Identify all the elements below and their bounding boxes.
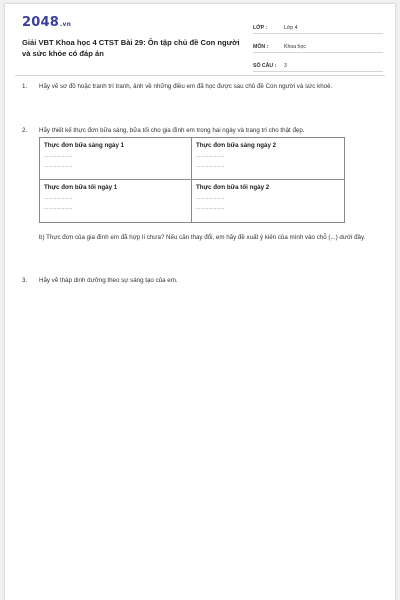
question-text: Hãy thiết kế thực đơn bữa sáng, bữa tối cho gia đình em trong hai ngày và trang trí cho thật đẹp. bbox=[39, 127, 305, 134]
menu-cell-breakfast-day-2 bbox=[192, 138, 344, 180]
answer-line: .................. bbox=[44, 195, 73, 201]
menu-cell-title: Thực đơn bữa tối ngày 1 bbox=[44, 184, 118, 191]
meta-value: 3 bbox=[284, 63, 287, 69]
question-number: 1. bbox=[22, 83, 28, 90]
document-header bbox=[5, 4, 395, 76]
answer-line: .................. bbox=[44, 153, 73, 159]
question-2 bbox=[22, 126, 382, 137]
meta-row-subject bbox=[253, 38, 383, 53]
document-page bbox=[5, 4, 395, 600]
question-2b-text: b) Thực đơn của gia đình em đã hợp lí chưa? Nếu cần thay đổi, em hãy đề xuất ý kiến của mình vào chỗ (...) dưới đây. bbox=[39, 234, 366, 241]
menu-cell-title: Thực đơn bữa sáng ngày 2 bbox=[196, 142, 277, 149]
question-text: Hãy vẽ tháp dinh dưỡng theo sự sáng tạo của em. bbox=[39, 277, 178, 284]
answer-line: .................. bbox=[196, 163, 225, 169]
meta-row-question-count bbox=[253, 57, 383, 72]
question-number: 3. bbox=[22, 277, 28, 284]
site-logo[interactable] bbox=[22, 15, 71, 30]
menu-cell-title: Thực đơn bữa tối ngày 2 bbox=[196, 184, 270, 191]
logo-suffix: .vn bbox=[59, 21, 72, 28]
menu-cell-dinner-day-2 bbox=[192, 180, 344, 222]
meta-value: Lớp 4 bbox=[284, 25, 298, 31]
answer-line: .................. bbox=[44, 163, 73, 169]
answer-line: .................. bbox=[44, 205, 73, 211]
menu-cell-dinner-day-1 bbox=[40, 180, 192, 222]
header-divider bbox=[15, 75, 385, 76]
meta-key: SỐ CÂU : bbox=[253, 63, 277, 69]
meta-key: LỚP : bbox=[253, 25, 268, 31]
answer-line: .................. bbox=[196, 205, 225, 211]
question-number: 2. bbox=[22, 127, 28, 134]
answer-line: .................. bbox=[196, 153, 225, 159]
meta-value: Khoa học bbox=[284, 44, 306, 50]
question-1 bbox=[22, 82, 382, 93]
menu-cell-breakfast-day-1 bbox=[40, 138, 192, 180]
logo-main: 2048 bbox=[22, 15, 59, 30]
menu-cell-title: Thực đơn bữa sáng ngày 1 bbox=[44, 142, 125, 149]
question-text: Hãy vẽ sơ đồ hoặc tranh trí tranh, ảnh về những điều em đã học được sau chủ đề Con người và sức khoẻ. bbox=[39, 83, 333, 90]
meta-row-class bbox=[253, 19, 383, 34]
meta-key: MÔN : bbox=[253, 44, 269, 50]
document-title: Giải VBT Khoa học 4 CTST Bài 29: Ôn tập chủ đề Con người và sức khỏe có đáp án bbox=[22, 38, 240, 58]
menu-table bbox=[39, 137, 345, 223]
meta-info bbox=[253, 19, 383, 76]
question-3 bbox=[22, 276, 382, 287]
answer-line: .................. bbox=[196, 195, 225, 201]
